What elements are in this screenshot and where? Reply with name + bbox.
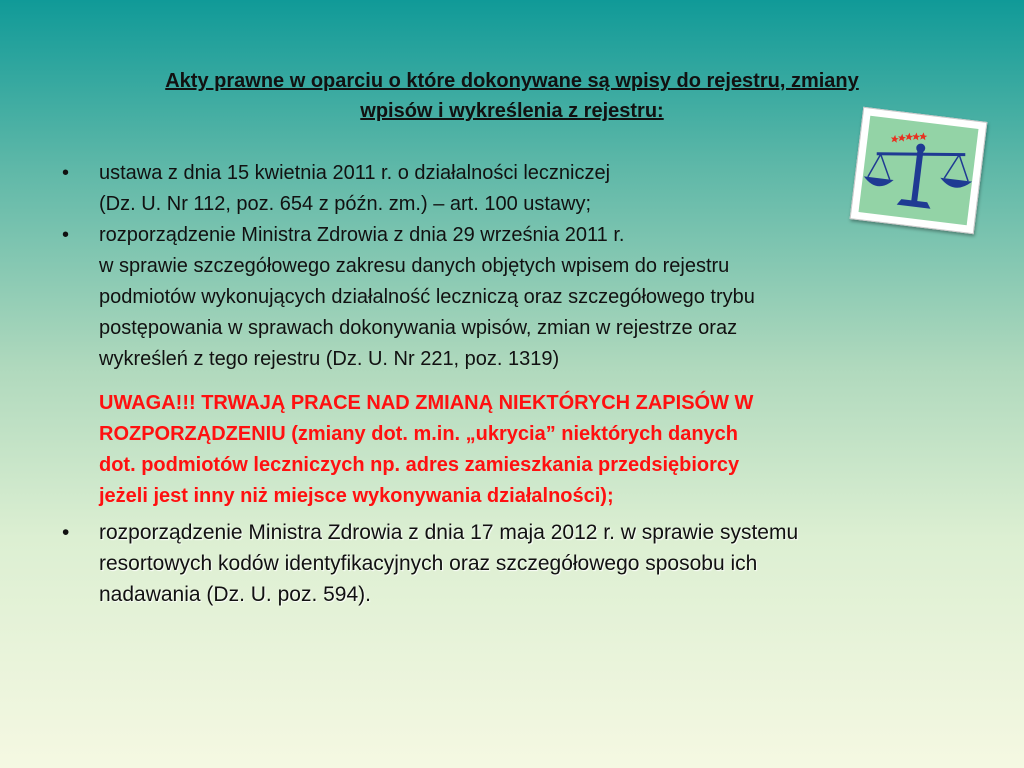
list-item-line: (Dz. U. Nr 112, poz. 654 z późn. zm.) – art. 100 ustawy; xyxy=(99,193,592,215)
legal-acts-list xyxy=(62,158,962,610)
list-item-regulation-2011 xyxy=(62,220,962,375)
slide-title-line-2: wpisów i wykreślenia z rejestru: xyxy=(360,100,664,122)
warning-line: dot. podmiotów leczniczych np. adres zamieszkania przedsiębiorcy xyxy=(99,454,740,476)
star-row-icon xyxy=(890,128,927,146)
list-item-line: w sprawie szczegółowego zakresu danych objętych wpisem do rejestru xyxy=(99,255,730,277)
scales-of-justice-image xyxy=(850,107,988,234)
list-item-regulation-2012 xyxy=(62,517,962,610)
bullet-icon: • xyxy=(62,224,70,246)
list-item-line: resortowych kodów identyfikacyjnych oraz szczegółowego sposobu ich xyxy=(99,552,758,575)
slide-title xyxy=(40,66,984,126)
list-item-line: postępowania w sprawach dokonywania wpisów, zmian w rejestrze oraz xyxy=(99,317,738,339)
list-item-line: rozporządzenie Ministra Zdrowia z dnia 29 września 2011 r. xyxy=(99,224,625,246)
warning-line: jeżeli jest inny niż miejsce wykonywania działalności); xyxy=(99,485,614,507)
list-item-line: nadawania (Dz. U. poz. 594). xyxy=(99,583,371,606)
list-item-line: wykreśleń z tego rejestru (Dz. U. Nr 221, poz. 1319) xyxy=(99,348,560,370)
warning-line: UWAGA!!! TRWAJĄ PRACE NAD ZMIANĄ NIEKTÓRYCH ZAPISÓW W xyxy=(99,392,754,414)
bullet-icon: • xyxy=(62,521,70,544)
bullet-icon: • xyxy=(62,162,70,184)
list-item-line: podmiotów wykonujących działalność leczniczą oraz szczegółowego trybu xyxy=(99,286,755,308)
warning-notice xyxy=(99,388,962,512)
scales-of-justice-icon xyxy=(851,108,987,233)
warning-line: ROZPORZĄDZENIU (zmiany dot. m.in. „ukrycia” niektórych danych xyxy=(99,423,738,445)
slide-title-line-1: Akty prawne w oparciu o które dokonywane są wpisy do rejestru, zmiany xyxy=(165,70,859,92)
list-item-line: ustawa z dnia 15 kwietnia 2011 r. o działalności leczniczej xyxy=(99,162,611,184)
list-item-act-2011-law xyxy=(62,158,962,220)
list-item-line: rozporządzenie Ministra Zdrowia z dnia 17 maja 2012 r. w sprawie systemu xyxy=(99,521,799,544)
